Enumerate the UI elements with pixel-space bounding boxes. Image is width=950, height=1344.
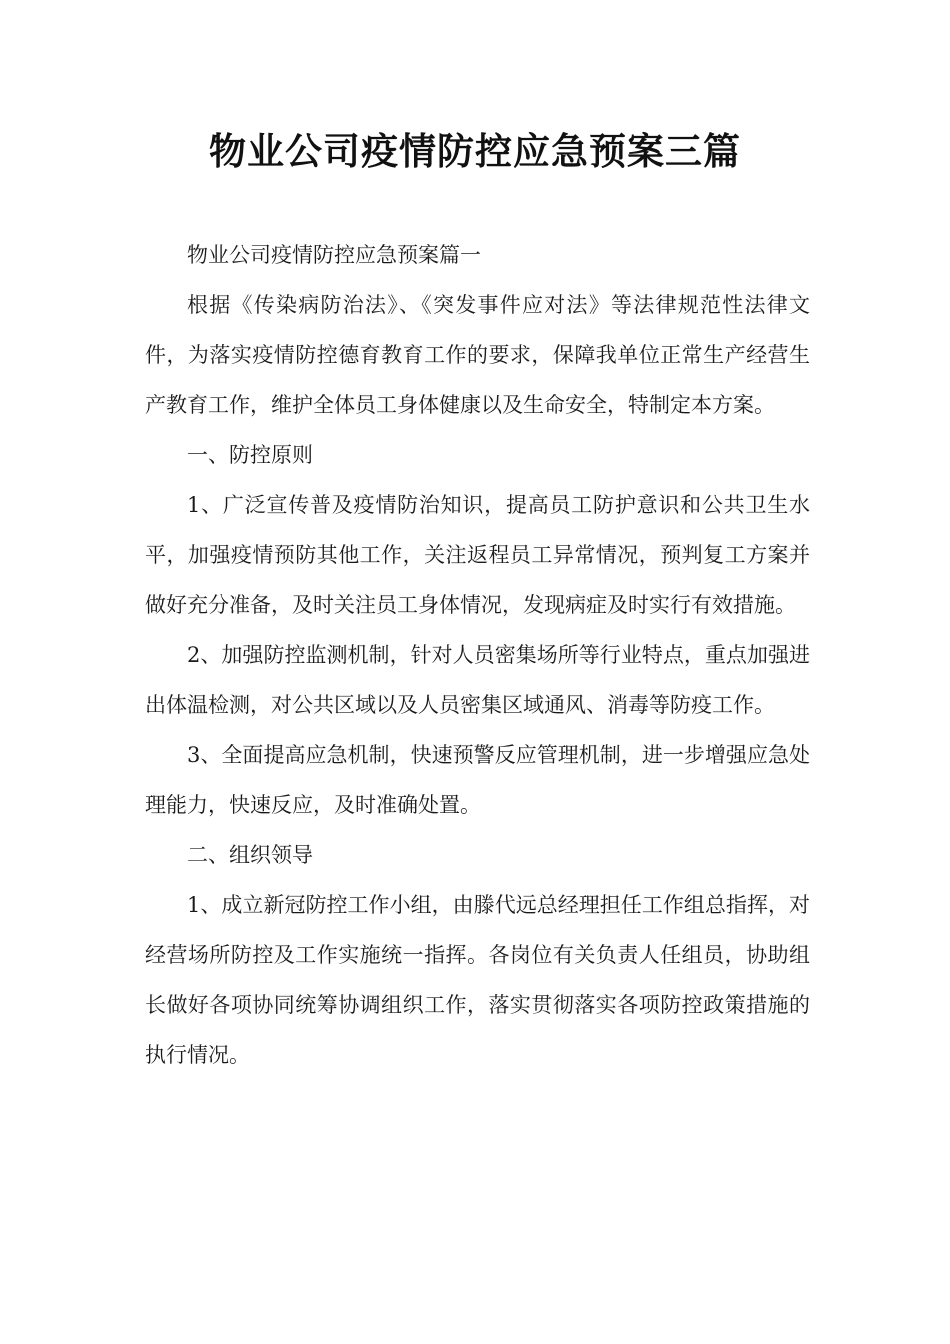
principle-item-3: 3、全面提高应急机制，快速预警反应管理机制，进一步增强应急处理能力，快速反应，及时准确处置。	[145, 743, 810, 817]
section-heading-part-one: 物业公司疫情防控应急预案篇一	[187, 243, 481, 267]
intro-paragraph: 根据《传染病防治法》、《突发事件应对法》等法律规范性法律文件，为落实疫情防控德育教育工作的要求，保障我单位正常生产经营生产教育工作，维护全体员工身体健康以及生命安全，特制定本方案。	[145, 293, 810, 417]
section-heading-leadership: 二、组织领导	[187, 843, 313, 867]
section-heading-principles: 一、防控原则	[187, 443, 313, 467]
document-title: 物业公司疫情防控应急预案三篇	[209, 130, 741, 173]
principle-item-2: 2、加强防控监测机制，针对人员密集场所等行业特点，重点加强进出体温检测，对公共区域以及人员密集区域通风、消毒等防疫工作。	[145, 643, 810, 717]
leadership-item-1: 1、成立新冠防控工作小组，由滕代远总经理担任工作组总指挥，对经营场所防控及工作实施统一指挥。各岗位有关负责人任组员，协助组长做好各项协同统筹协调组织工作，落实贯彻落实各项防控政策措施的执行情况。	[145, 893, 810, 1067]
document-body	[145, 230, 810, 1080]
principle-item-1: 1、广泛宣传普及疫情防治知识，提高员工防护意识和公共卫生水平，加强疫情预防其他工作，关注返程员工异常情况，预判复工方案并做好充分准备，及时关注员工身体情况，发现病症及时实行有效措施。	[145, 493, 810, 617]
